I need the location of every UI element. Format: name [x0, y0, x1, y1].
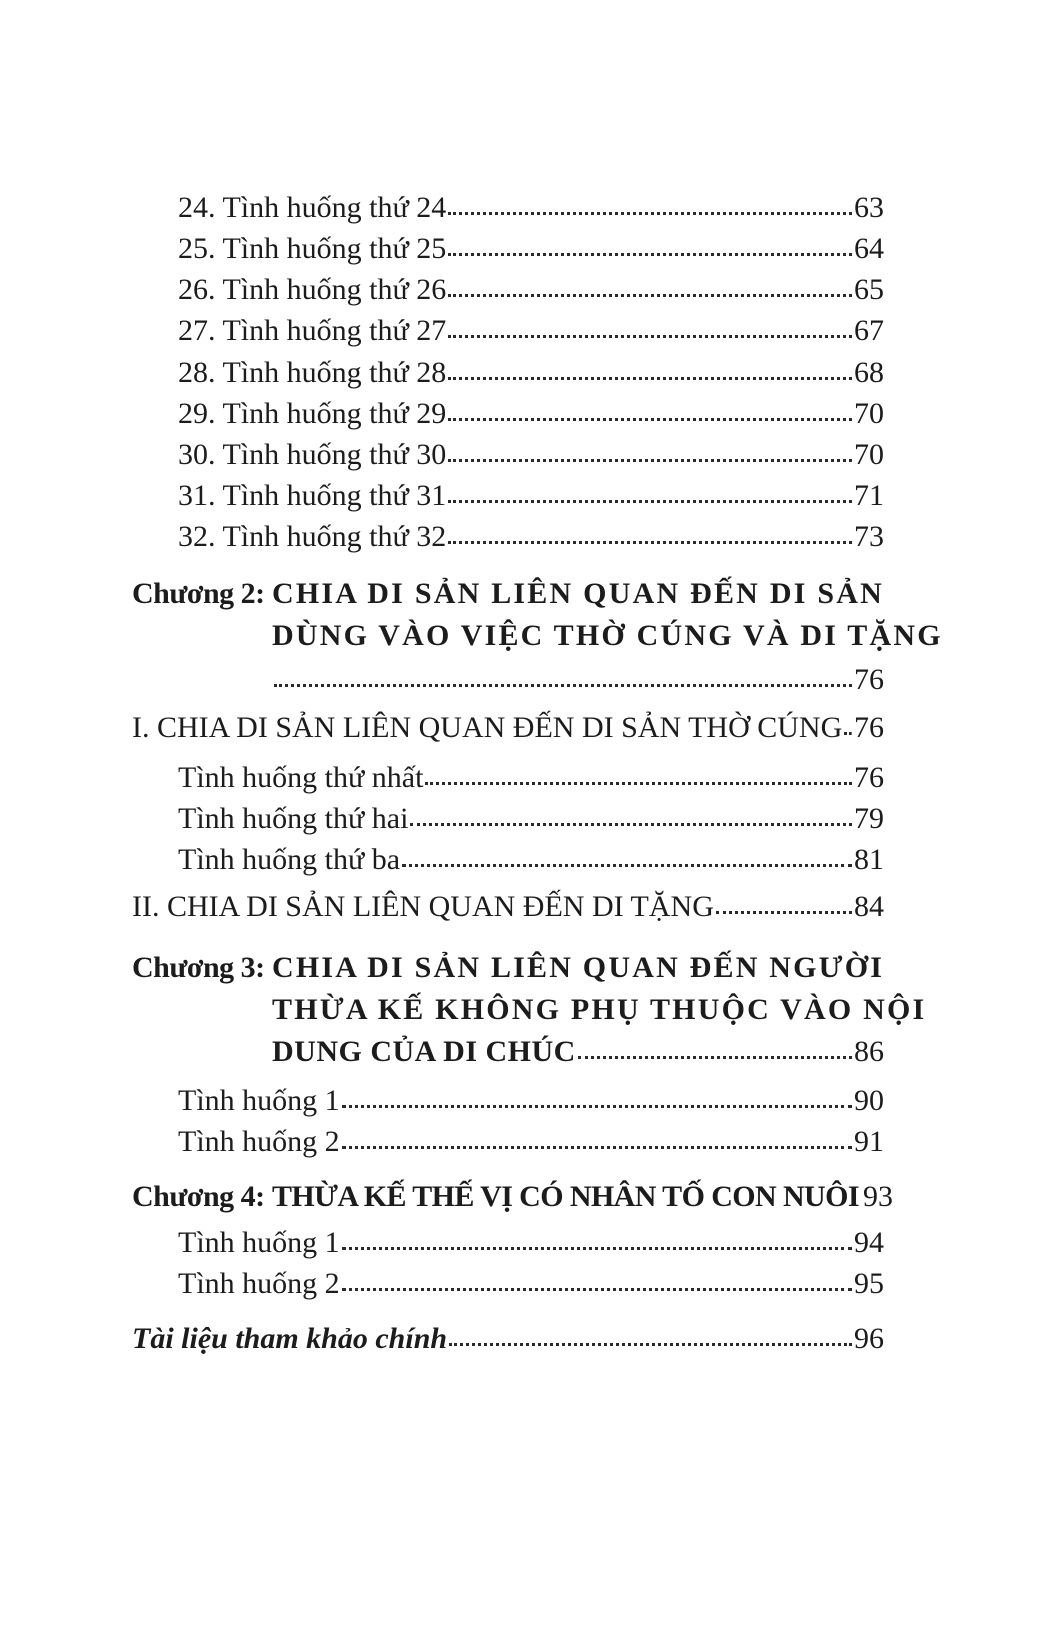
chapter-title-line: DÙNG VÀO VIỆC THỜ CÚNG VÀ DI TẶNG	[272, 619, 943, 652]
chapter-title-line: CHIA DI SẢN LIÊN QUAN ĐẾN DI SẢN	[272, 577, 884, 610]
toc-section	[132, 889, 884, 925]
toc-entry	[178, 313, 884, 349]
toc-entry-label: Tình huống 2	[178, 1267, 340, 1300]
toc-entry	[178, 1225, 884, 1261]
dot-leader	[342, 1146, 852, 1149]
toc-entry-page: 71	[854, 479, 884, 512]
toc-entry-page: 70	[854, 397, 884, 430]
toc-section-label: II. CHIA DI SẢN LIÊN QUAN ĐẾN DI TẶNG	[132, 890, 714, 923]
dot-leader	[716, 911, 852, 914]
toc-entry	[178, 355, 884, 391]
toc-entry	[178, 190, 884, 226]
toc-entry-label: Tình huống 1	[178, 1084, 340, 1117]
chapter-title-line: THỪA KẾ KHÔNG PHỤ THUỘC VÀO NỘI	[272, 993, 927, 1026]
dot-leader	[342, 1247, 852, 1250]
toc-entry	[178, 1124, 884, 1160]
chapter-page-line	[272, 658, 884, 701]
dot-leader	[448, 377, 852, 380]
toc-entry-label: 28. Tình huống thứ 28	[178, 356, 447, 389]
toc-entry-page: 81	[854, 843, 884, 876]
dot-leader	[425, 782, 852, 785]
toc-entry	[178, 272, 884, 308]
dot-leader	[448, 459, 852, 462]
chapter-prefix: Chương 2:	[132, 577, 265, 610]
chapter-page: 86	[854, 1035, 884, 1068]
toc-entry-label: Tình huống 1	[178, 1226, 340, 1259]
chapter-page: 93	[862, 1180, 893, 1213]
toc-entry-page: 76	[854, 761, 884, 794]
chapter-heading	[132, 1175, 893, 1221]
toc-entry	[178, 396, 884, 432]
dot-leader	[448, 335, 852, 338]
chapter-title-text: DUNG CỦA DI CHÚC	[272, 1035, 576, 1068]
toc-entry-label: 32. Tình huống thứ 32	[178, 520, 447, 553]
toc-entry-page: 63	[854, 191, 884, 224]
references-label: Tài liệu tham khảo chính	[132, 1322, 448, 1355]
toc-section-page: 84	[854, 890, 884, 923]
toc-entry-page: 94	[854, 1226, 884, 1259]
toc-entry-label: 27. Tình huống thứ 27	[178, 314, 447, 347]
toc-entry-label: 25. Tình huống thứ 25	[178, 232, 447, 265]
chapter-heading	[132, 946, 927, 1076]
chapter-title-text: THỪA KẾ THẾ VỊ CÓ NHÂN TỐ CON NUÔI	[272, 1180, 859, 1213]
toc-entry	[178, 1266, 884, 1302]
toc-entry-page: 64	[854, 232, 884, 265]
toc-references	[132, 1321, 884, 1357]
toc-entry-label: 30. Tình huống thứ 30	[178, 438, 447, 471]
toc-entry-page: 91	[854, 1125, 884, 1158]
toc-entry-label: 26. Tình huống thứ 26	[178, 273, 447, 306]
toc-entry-page: 65	[854, 273, 884, 306]
chapter-page: 76	[854, 663, 884, 696]
toc-entry-page: 73	[854, 520, 884, 553]
dot-leader	[448, 253, 852, 256]
dot-leader	[448, 500, 852, 503]
toc-entry	[178, 519, 884, 555]
chapter-heading	[132, 572, 943, 702]
toc-entry-label: 31. Tình huống thứ 31	[178, 479, 447, 512]
toc-entry-label: Tình huống thứ nhất	[178, 761, 424, 794]
dot-leader	[448, 541, 852, 544]
chapter-prefix: Chương 4:	[132, 1180, 265, 1213]
toc-entry	[178, 1083, 884, 1119]
toc-entry-label: Tình huống thứ hai	[178, 802, 409, 835]
toc-entry	[178, 478, 884, 514]
toc-entry	[178, 437, 884, 473]
dot-leader	[410, 823, 852, 826]
toc-entry	[178, 842, 884, 878]
chapter-title-line	[272, 1030, 884, 1073]
toc-entry-label: Tình huống thứ ba	[178, 843, 401, 876]
toc-entry-label: 24. Tình huống thứ 24	[178, 191, 447, 224]
dot-leader	[448, 418, 852, 421]
toc-entry-page: 70	[854, 438, 884, 471]
dot-leader	[448, 294, 852, 297]
toc-entry-page: 68	[854, 356, 884, 389]
toc-entry	[178, 760, 884, 796]
dot-leader	[274, 684, 852, 687]
toc-entry-label: Tình huống 2	[178, 1125, 340, 1158]
toc-section-page: 76	[854, 711, 884, 744]
toc-entry-page: 90	[854, 1084, 884, 1117]
toc-entry-label: 29. Tình huống thứ 29	[178, 397, 447, 430]
toc-entry	[178, 231, 884, 267]
toc-entry-page: 67	[854, 314, 884, 347]
toc-entry-page: 79	[854, 802, 884, 835]
toc-section-label: I. CHIA DI SẢN LIÊN QUAN ĐẾN DI SẢN THỜ CÚNG	[132, 711, 843, 744]
toc-entry	[178, 801, 884, 837]
toc-section	[132, 710, 884, 746]
chapter-title-line: CHIA DI SẢN LIÊN QUAN ĐẾN NGƯỜI	[272, 951, 885, 984]
dot-leader	[342, 1288, 852, 1291]
dot-leader	[402, 864, 852, 867]
chapter-title-line	[272, 1175, 893, 1218]
chapter-prefix: Chương 3:	[132, 951, 265, 984]
references-page: 96	[854, 1322, 884, 1355]
toc-entry-page: 95	[854, 1267, 884, 1300]
dot-leader	[578, 1056, 852, 1059]
dot-leader	[844, 732, 852, 735]
dot-leader	[449, 1343, 852, 1346]
dot-leader	[448, 212, 852, 215]
dot-leader	[342, 1105, 852, 1108]
